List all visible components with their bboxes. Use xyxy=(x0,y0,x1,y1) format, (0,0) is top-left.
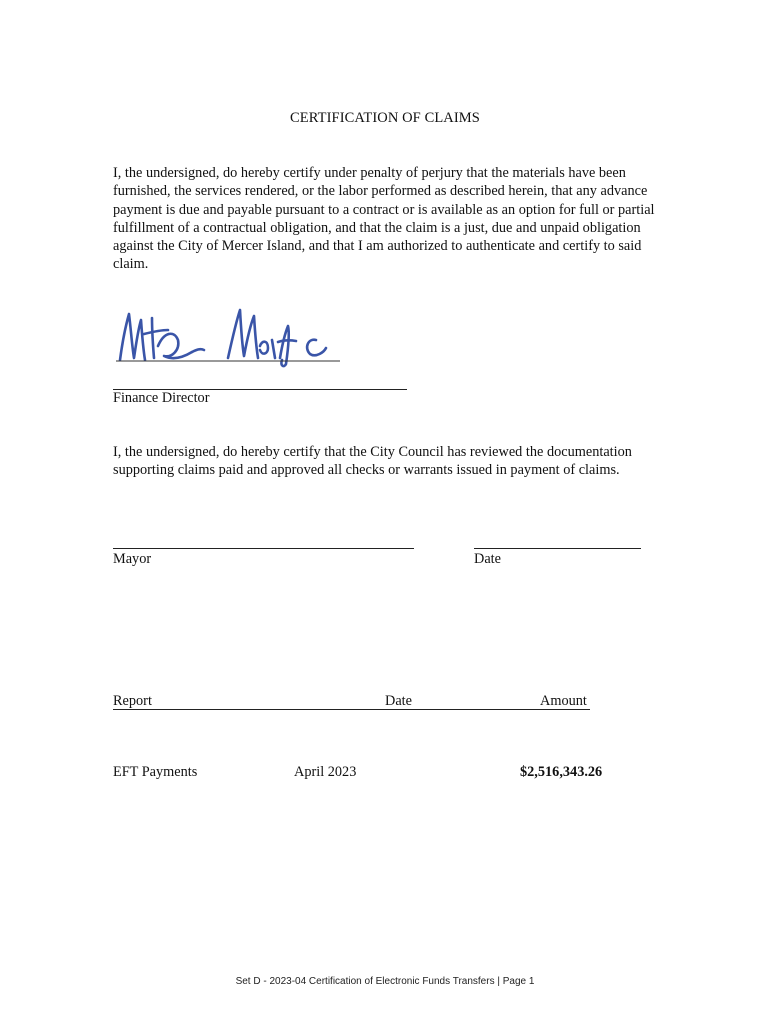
table-header-underline xyxy=(113,709,590,710)
row-report: EFT Payments xyxy=(113,764,198,780)
row-amount: $2,516,343.26 xyxy=(520,764,603,780)
mayor-signature-line xyxy=(113,548,414,549)
table-header-amount: Amount xyxy=(540,693,587,709)
page-title: CERTIFICATION OF CLAIMS xyxy=(290,110,480,126)
date-label: Date xyxy=(474,551,501,567)
table-header-report: Report xyxy=(113,693,152,709)
council-paragraph: I, the undersigned, do hereby certify that the City Council has reviewed the documentation supporting claims paid and approved all checks or warrants issued in payment of claims. xyxy=(113,444,632,479)
row-date: April 2023 xyxy=(294,764,357,780)
table-header-date: Date xyxy=(385,693,412,709)
date-signature-line xyxy=(474,548,641,549)
mayor-label: Mayor xyxy=(113,551,152,567)
certification-paragraph: I, the undersigned, do hereby certify under penalty of perjury that the materials have been furnished, the services rendered, or the labor performed as described herein, that any advance payment is due and payable pursuant to a contract or is available as an option for full or partial fulfillment of a contractual obligation, and that the claim is a just, due and unpaid obligation against the City of Mercer Island, and that I am authorized to authenticate and certify to said claim. xyxy=(113,165,655,273)
signature-image xyxy=(112,300,352,372)
page-footer: Set D - 2023-04 Certification of Electronic Funds Transfers | Page 1 xyxy=(235,976,535,987)
finance-director-label: Finance Director xyxy=(113,390,210,406)
finance-director-signature xyxy=(112,300,352,372)
